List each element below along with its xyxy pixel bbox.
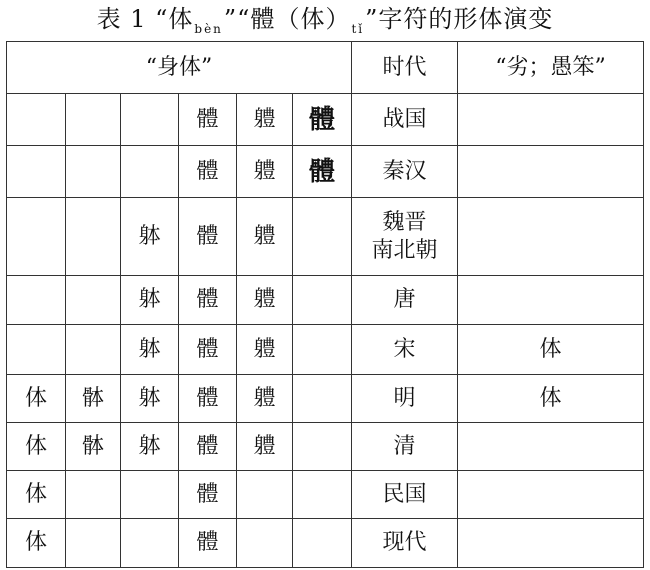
- header-period: 时代: [352, 42, 458, 94]
- header-row: [7, 42, 644, 94]
- form-cell-c2: 骵: [66, 375, 121, 423]
- period-cell: 宋: [352, 325, 458, 375]
- form-cell-c2: [66, 94, 121, 146]
- caption-pinyin-ben: bèn: [194, 22, 223, 36]
- form-cell-c3: 躰: [121, 325, 179, 375]
- form-cell-c2: [66, 198, 121, 276]
- form-cell-c4: 體: [179, 423, 237, 471]
- header-meaning: “劣；愚笨”: [458, 42, 644, 94]
- form-cell-c5: 軆: [237, 94, 293, 146]
- table-row: [7, 276, 644, 325]
- form-cell-c5: 軆: [237, 276, 293, 325]
- form-cell-c3: 躰: [121, 375, 179, 423]
- form-cell-c3: 躰: [121, 198, 179, 276]
- table-row: [7, 471, 644, 519]
- form-cell-c6: [293, 471, 352, 519]
- form-cell-c6: [293, 423, 352, 471]
- period-cell: 魏晋 南北朝: [352, 198, 458, 276]
- caption-pinyin-ti: tǐ: [351, 22, 365, 36]
- form-cell-c3: [121, 471, 179, 519]
- meaning-cell: [458, 146, 644, 198]
- form-cell-c6: [293, 325, 352, 375]
- form-cell-c6: [293, 276, 352, 325]
- form-cell-c5: 軆: [237, 375, 293, 423]
- form-cell-c5: [237, 471, 293, 519]
- form-cell-c4: 體: [179, 519, 237, 568]
- character-evolution-table: [6, 41, 644, 568]
- form-cell-c6: 體: [293, 146, 352, 198]
- form-cell-c5: 軆: [237, 146, 293, 198]
- form-cell-c1: [7, 325, 66, 375]
- form-cell-c2: [66, 276, 121, 325]
- caption-prefix: 表 1 “体: [96, 5, 194, 33]
- period-cell: 明: [352, 375, 458, 423]
- form-cell-c6: [293, 198, 352, 276]
- form-cell-c2: [66, 325, 121, 375]
- form-cell-c1: 体: [7, 519, 66, 568]
- form-cell-c3: 躰: [121, 276, 179, 325]
- form-cell-c2: [66, 471, 121, 519]
- table-row: [7, 94, 644, 146]
- form-cell-c1: [7, 94, 66, 146]
- period-cell: 战国: [352, 94, 458, 146]
- form-cell-c2: [66, 519, 121, 568]
- form-cell-c1: 体: [7, 471, 66, 519]
- form-cell-c5: [237, 519, 293, 568]
- period-cell: 清: [352, 423, 458, 471]
- form-cell-c6: [293, 519, 352, 568]
- meaning-cell: [458, 94, 644, 146]
- form-cell-c4: 體: [179, 375, 237, 423]
- table-row: [7, 325, 644, 375]
- form-cell-c1: 体: [7, 423, 66, 471]
- form-cell-c4: 體: [179, 198, 237, 276]
- form-cell-c1: 体: [7, 375, 66, 423]
- form-cell-c2: [66, 146, 121, 198]
- period-cell: 唐: [352, 276, 458, 325]
- form-cell-c1: [7, 276, 66, 325]
- table-caption: [0, 2, 650, 36]
- period-cell: 秦汉: [352, 146, 458, 198]
- form-cell-c5: 軆: [237, 423, 293, 471]
- meaning-cell: [458, 423, 644, 471]
- form-cell-c4: 體: [179, 471, 237, 519]
- meaning-cell: 体: [458, 325, 644, 375]
- table-row: [7, 423, 644, 471]
- meaning-cell: [458, 198, 644, 276]
- form-cell-c5: 軆: [237, 325, 293, 375]
- table-row: [7, 146, 644, 198]
- meaning-cell: [458, 276, 644, 325]
- meaning-cell: [458, 471, 644, 519]
- form-cell-c4: 體: [179, 94, 237, 146]
- table-row: [7, 198, 644, 276]
- meaning-cell: [458, 519, 644, 568]
- form-cell-c4: 體: [179, 146, 237, 198]
- table-row: [7, 519, 644, 568]
- form-cell-c1: [7, 146, 66, 198]
- form-cell-c6: [293, 375, 352, 423]
- form-cell-c4: 體: [179, 276, 237, 325]
- meaning-cell: 体: [458, 375, 644, 423]
- form-cell-c4: 體: [179, 325, 237, 375]
- period-cell: 民国: [352, 471, 458, 519]
- form-cell-c5: 軆: [237, 198, 293, 276]
- form-cell-c3: [121, 146, 179, 198]
- form-cell-c2: 骵: [66, 423, 121, 471]
- form-cell-c3: 躰: [121, 423, 179, 471]
- form-cell-c3: [121, 519, 179, 568]
- header-body-group: “身体”: [7, 42, 352, 94]
- period-cell: 现代: [352, 519, 458, 568]
- caption-suffix: ”字符的形体演变: [365, 5, 554, 33]
- form-cell-c3: [121, 94, 179, 146]
- caption-middle: ”“體（体）: [223, 5, 351, 33]
- table-row: [7, 375, 644, 423]
- form-cell-c1: [7, 198, 66, 276]
- form-cell-c6: 體: [293, 94, 352, 146]
